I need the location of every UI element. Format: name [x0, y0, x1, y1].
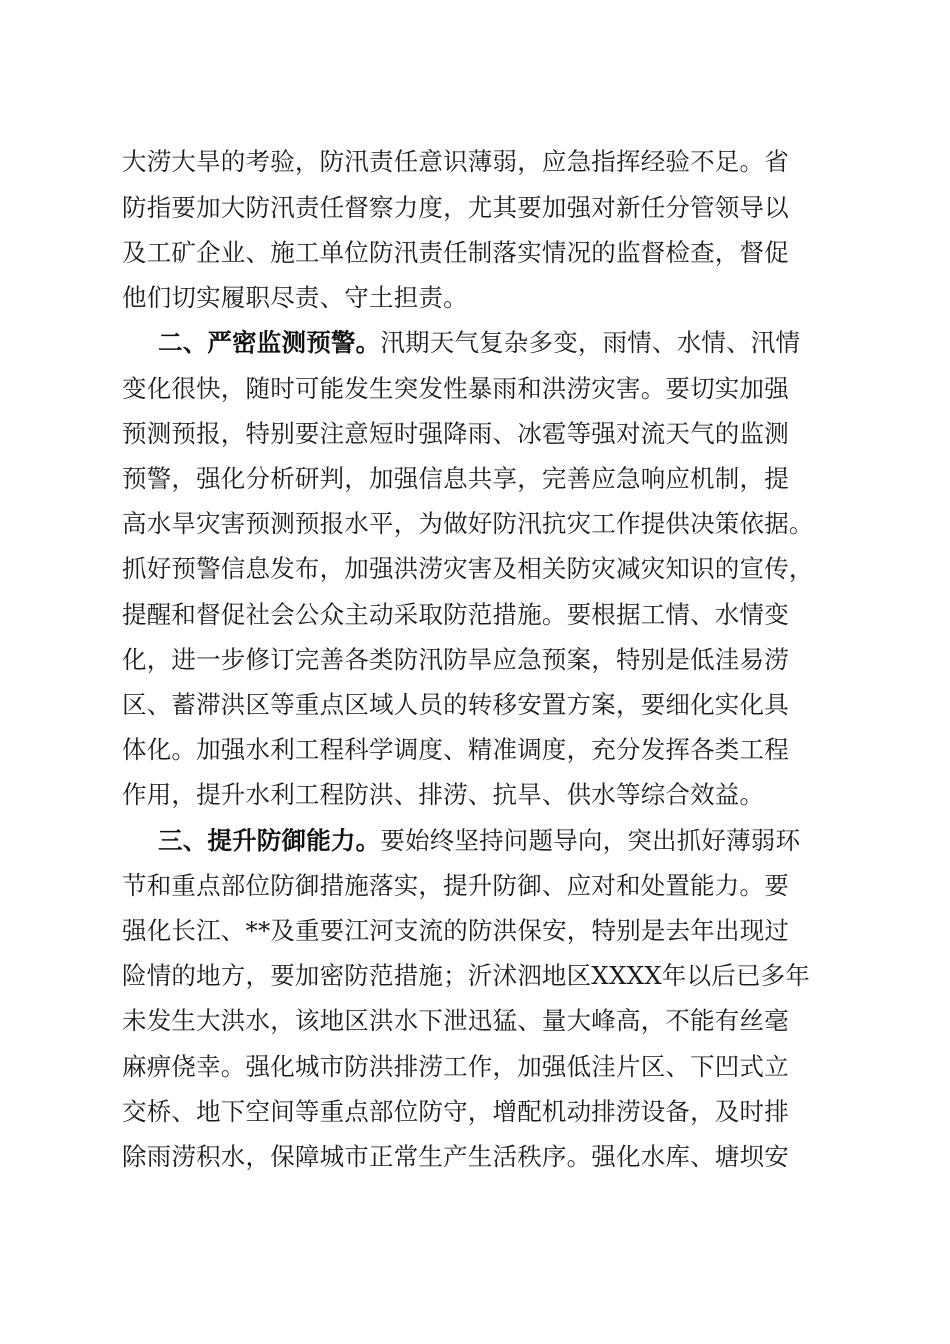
- text-line: 交桥、地下空间等重点部位防守，增配机动排涝设备，及时排: [122, 1097, 789, 1126]
- text-line: 麻痹侥幸。强化城市防洪排涝工作，加强低洼片区、下凹式立: [122, 1052, 789, 1081]
- text-line: 除雨涝积水，保障城市正常生产生活秩序。强化水库、塘坝安: [122, 1142, 789, 1171]
- text-line: 防指要加大防汛责任督察力度，尤其要加强对新任分管领导以: [122, 193, 789, 222]
- text-line: 险情的地方，要加密防范措施；沂沭泗地区XXXX年以后已多年: [122, 961, 811, 990]
- text-line: 体化。加强水利工程科学调度、精准调度，充分发挥各类工程: [122, 735, 789, 764]
- text-line: 节和重点部位防御措施落实，提升防御、应对和处置能力。要: [122, 871, 789, 900]
- section-2-heading: 二、严密监测预警。: [158, 328, 381, 357]
- text-line: 强化长江、**及重要江河支流的防洪保安，特别是去年出现过: [122, 916, 790, 945]
- text-line: 及工矿企业、施工单位防汛责任制落实情况的监督检查，督促: [122, 238, 789, 267]
- text-line: 区、蓄滞洪区等重点区域人员的转移安置方案，要细化实化具: [122, 690, 789, 719]
- text-line: 化，进一步修订完善各类防汛防旱应急预案，特别是低洼易涝: [122, 645, 789, 674]
- text-line: 预警，强化分析研判，加强信息共享，完善应急响应机制，提: [122, 464, 789, 493]
- section-3-first-line: [158, 821, 800, 861]
- text-line: 作用，提升水利工程防洪、排涝、抗旱、供水等综合效益。: [122, 780, 765, 809]
- text-line: 他们切实履职尽责、守土担责。: [122, 283, 468, 312]
- text-line: 高水旱灾害预测预报水平，为做好防汛抗灾工作提供决策依据。: [122, 509, 814, 538]
- section-2-first-line-text: 汛期天气复杂多变，雨情、水情、汛情: [380, 328, 801, 357]
- text-line: 未发生大洪水，该地区洪水下泄迅猛、量大峰高，不能有丝毫: [122, 1006, 789, 1035]
- text-line: 变化很快，随时可能发生突发性暴雨和洪涝灾害。要切实加强: [122, 374, 789, 403]
- text-line: 提醒和督促社会公众主动采取防范措施。要根据工情、水情变: [122, 600, 789, 629]
- section-2-first-line: [158, 323, 800, 363]
- section-3-heading: 三、提升防御能力。: [158, 826, 381, 855]
- section-3-first-line-text: 要始终坚持问题导向，突出抓好薄弱环: [380, 826, 801, 855]
- text-line: 大涝大旱的考验，防汛责任意识薄弱，应急指挥经验不足。省: [122, 147, 789, 176]
- text-line: 抓好预警信息发布，加强洪涝灾害及相关防灾减灾知识的宣传，: [122, 554, 814, 583]
- text-line: 预测预报，特别要注意短时强降雨、冰雹等强对流天气的监测: [122, 419, 789, 448]
